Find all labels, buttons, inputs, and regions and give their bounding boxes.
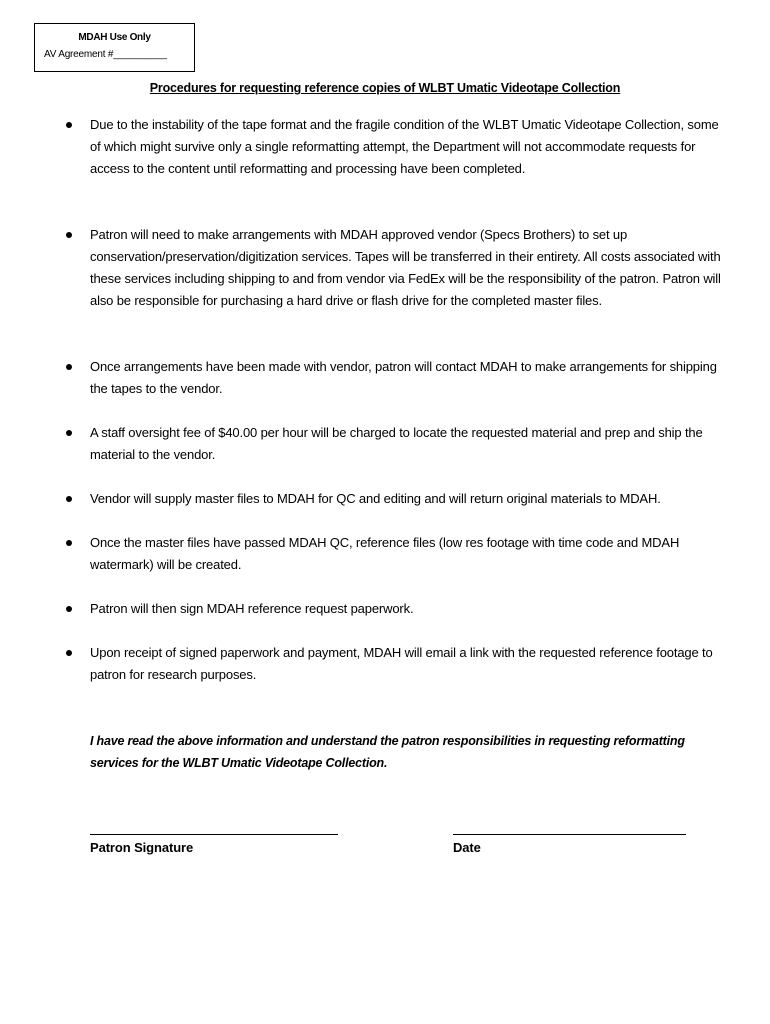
list-item (90, 224, 730, 312)
list-item (90, 642, 730, 686)
acknowledgement-statement: I have read the above information and understand the patron responsibilities in requesting reformatting services for the WLBT Umatic Videotape Collection. (90, 734, 685, 770)
av-agreement-blank: __________ (113, 49, 167, 60)
bullet-icon (66, 364, 72, 370)
list-item-text: Once the master files have passed MDAH QC, reference files (low res footage with time code and MDAH watermark) will be created. (90, 535, 680, 572)
bullet-icon (66, 540, 72, 546)
list-item (90, 598, 730, 620)
list-item-text: Upon receipt of signed paperwork and payment, MDAH will email a link with the requested reference footage to patron for research purposes. (90, 645, 713, 682)
list-item (90, 422, 730, 466)
list-item-text: Vendor will supply master files to MDAH for QC and editing and will return original materials to MDAH. (90, 491, 661, 506)
list-item (90, 114, 730, 180)
page-title: Procedures for requesting reference copies of WLBT Umatic Videotape Collection (149, 81, 621, 95)
bullet-icon (66, 232, 72, 238)
list-item-text: A staff oversight fee of $40.00 per hour will be charged to locate the requested material and prep and ship the material to the vendor. (90, 425, 703, 462)
av-agreement-field (44, 49, 167, 60)
mdah-use-only-title: MDAH Use Only (78, 32, 151, 43)
list-item (90, 532, 730, 576)
list-item-text: Due to the instability of the tape format and the fragile condition of the WLBT Umatic Videotape Collection, some of which might survive only a single reformatting attempt, the Department will not accommodate requests for access to the content until reformatting and processing have been completed. (90, 117, 719, 176)
date-label: Date (453, 840, 481, 855)
bullet-icon (66, 430, 72, 436)
patron-signature-line[interactable] (90, 834, 338, 835)
list-item (90, 488, 750, 510)
list-item-text: Patron will then sign MDAH reference request paperwork. (90, 601, 414, 616)
date-line[interactable] (453, 834, 686, 835)
list-item-text: Patron will need to make arrangements with MDAH approved vendor (Specs Brothers) to set up conservation/preservation/digitization services. Tapes will be transferred in their entirety. All costs associated with these services including shipping to and from vendor via FedEx will be the responsibility of the patron. Patron will also be responsible for purchasing a hard drive or flash drive for the completed master files. (90, 227, 721, 308)
bullet-icon (66, 606, 72, 612)
bullet-icon (66, 122, 72, 128)
patron-signature-label: Patron Signature (90, 840, 194, 855)
mdah-use-only-box (34, 23, 195, 72)
bullet-icon (66, 496, 72, 502)
list-item-text: Once arrangements have been made with vendor, patron will contact MDAH to make arrangements for shipping the tapes to the vendor. (90, 359, 717, 396)
bullet-icon (66, 650, 72, 656)
list-item (90, 356, 730, 400)
av-agreement-label: AV Agreement # (44, 49, 114, 60)
